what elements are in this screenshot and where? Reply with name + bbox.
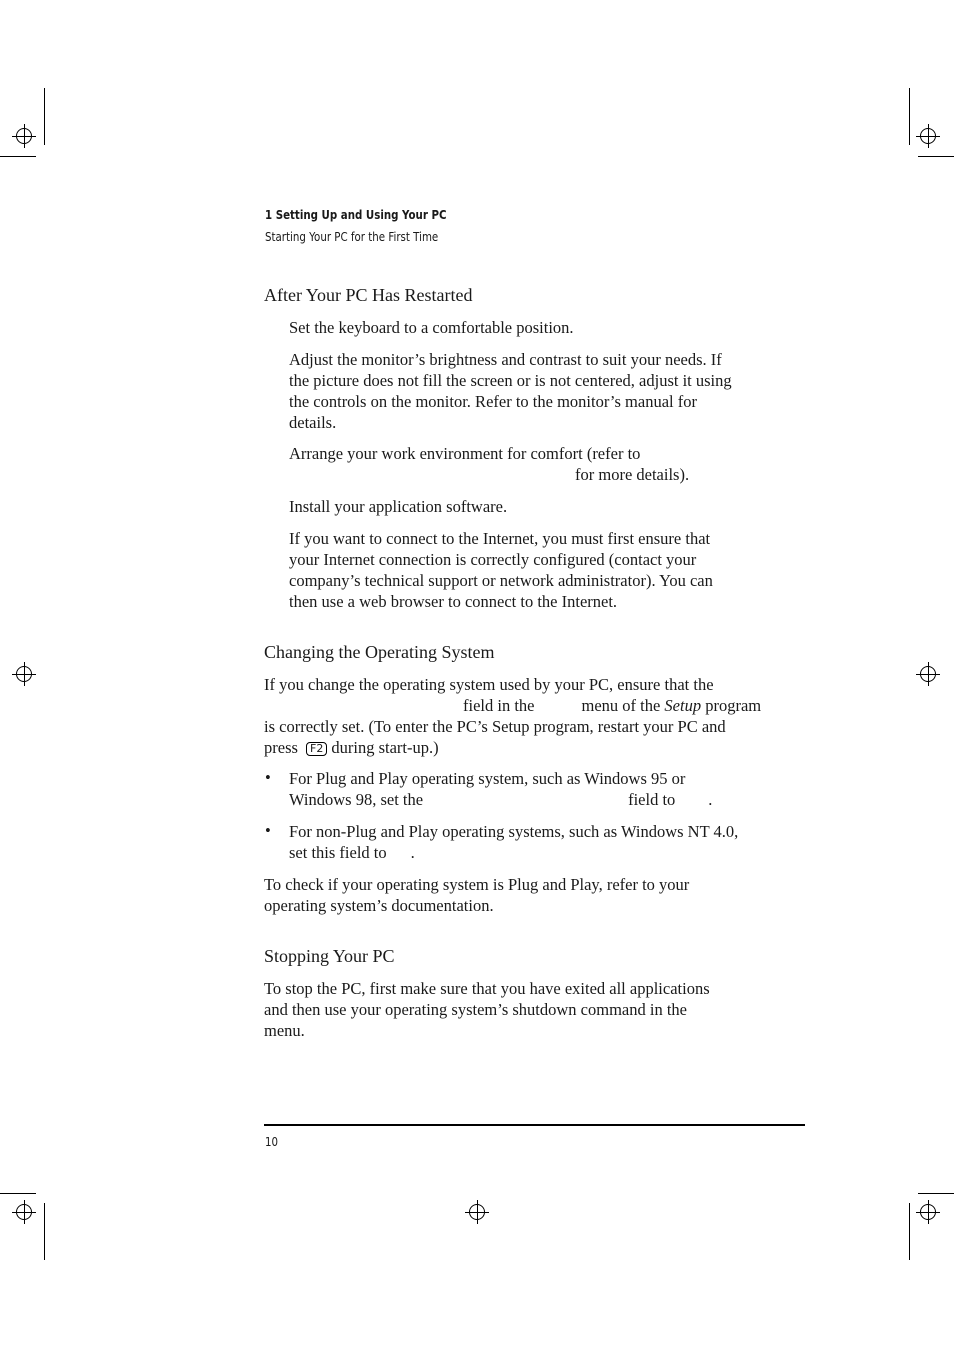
text-line: your Internet connection is correctly configured (contact your (289, 550, 697, 569)
text-line: For Plug and Play operating system, such as Windows 95 or (289, 769, 686, 788)
crop-mark (0, 156, 36, 157)
section-heading: Changing the Operating System (264, 642, 495, 662)
text-line (264, 737, 809, 758)
registration-mark-icon (12, 124, 36, 148)
section-heading: After Your PC Has Restarted (264, 285, 473, 305)
registration-mark-icon (916, 1200, 940, 1224)
section-heading: Stopping Your PC (264, 946, 395, 966)
registration-mark-icon (916, 124, 940, 148)
text-fragment: . (708, 790, 713, 809)
list-item (289, 768, 809, 810)
paragraph (289, 443, 809, 485)
text-line (289, 789, 809, 810)
text-line: the controls on the monitor. Refer to the monitor’s manual for (289, 392, 697, 411)
text-fragment: press (264, 738, 298, 757)
text-line: Install your application software. (289, 497, 508, 516)
text-line: To stop the PC, first make sure that you have exited all applications (264, 979, 710, 998)
text-line: is correctly set. (To enter the PC’s Setup program, restart your PC and (264, 717, 726, 736)
paragraph (289, 349, 809, 433)
paragraph (264, 978, 784, 1041)
registration-mark-icon (465, 1200, 489, 1224)
paragraph (289, 496, 809, 517)
text-line: the picture does not fill the screen or is not centered, adjust it using (289, 371, 732, 390)
text-line: for more details). (575, 465, 690, 484)
registration-mark-icon (12, 662, 36, 686)
crop-mark (918, 1193, 954, 1194)
text-fragment: field in the (463, 696, 535, 715)
text-line: company’s technical support or network administrator). You can (289, 571, 713, 590)
text-line: details. (289, 413, 337, 432)
setup-program-name: Setup (664, 696, 702, 715)
crop-mark (44, 88, 45, 145)
text-line: operating system’s documentation. (264, 896, 494, 915)
text-fragment: set this field to (289, 843, 387, 862)
page-number: 10 (265, 1134, 279, 1149)
text-fragment: program (705, 696, 762, 715)
crop-mark (0, 1193, 36, 1194)
text-fragment: field to (628, 790, 676, 809)
running-header-section: Starting Your PC for the First Time (265, 229, 439, 244)
running-header-chapter: 1 Setting Up and Using Your PC (265, 207, 447, 222)
paragraph (264, 674, 809, 758)
paragraph (289, 317, 809, 338)
text-fragment: during start-up.) (331, 738, 439, 757)
text-line: If you want to connect to the Internet, you must first ensure that (289, 529, 711, 548)
text-line: Set the keyboard to a comfortable position. (289, 318, 574, 337)
f2-key-icon: F2 (306, 742, 327, 756)
crop-mark (909, 88, 910, 145)
text-fragment: Windows 98, set the (289, 790, 424, 809)
text-fragment: menu of the (581, 696, 661, 715)
crop-mark (918, 156, 954, 157)
bullet-icon: • (265, 768, 271, 787)
text-line: If you change the operating system used by your PC, ensure that the (264, 675, 714, 694)
text-fragment: . (410, 843, 415, 862)
text-line: To check if your operating system is Plug and Play, refer to your (264, 875, 690, 894)
text-line: menu. (264, 1021, 305, 1040)
text-line (289, 842, 809, 863)
crop-mark (909, 1203, 910, 1260)
text-line (264, 695, 809, 716)
paragraph (264, 874, 784, 916)
text-line: then use a web browser to connect to the Internet. (289, 592, 618, 611)
list-item (289, 821, 809, 863)
registration-mark-icon (12, 1200, 36, 1224)
crop-mark (44, 1203, 45, 1260)
bullet-icon: • (265, 821, 271, 840)
registration-mark-icon (916, 662, 940, 686)
text-line: and then use your operating system’s shutdown command in the (264, 1000, 687, 1019)
paragraph (289, 528, 809, 612)
footer-rule (264, 1124, 805, 1126)
text-line: Arrange your work environment for comfort (refer to (289, 444, 641, 463)
text-line: Adjust the monitor’s brightness and contrast to suit your needs. If (289, 350, 722, 369)
text-line: For non-Plug and Play operating systems, such as Windows NT 4.0, (289, 822, 739, 841)
